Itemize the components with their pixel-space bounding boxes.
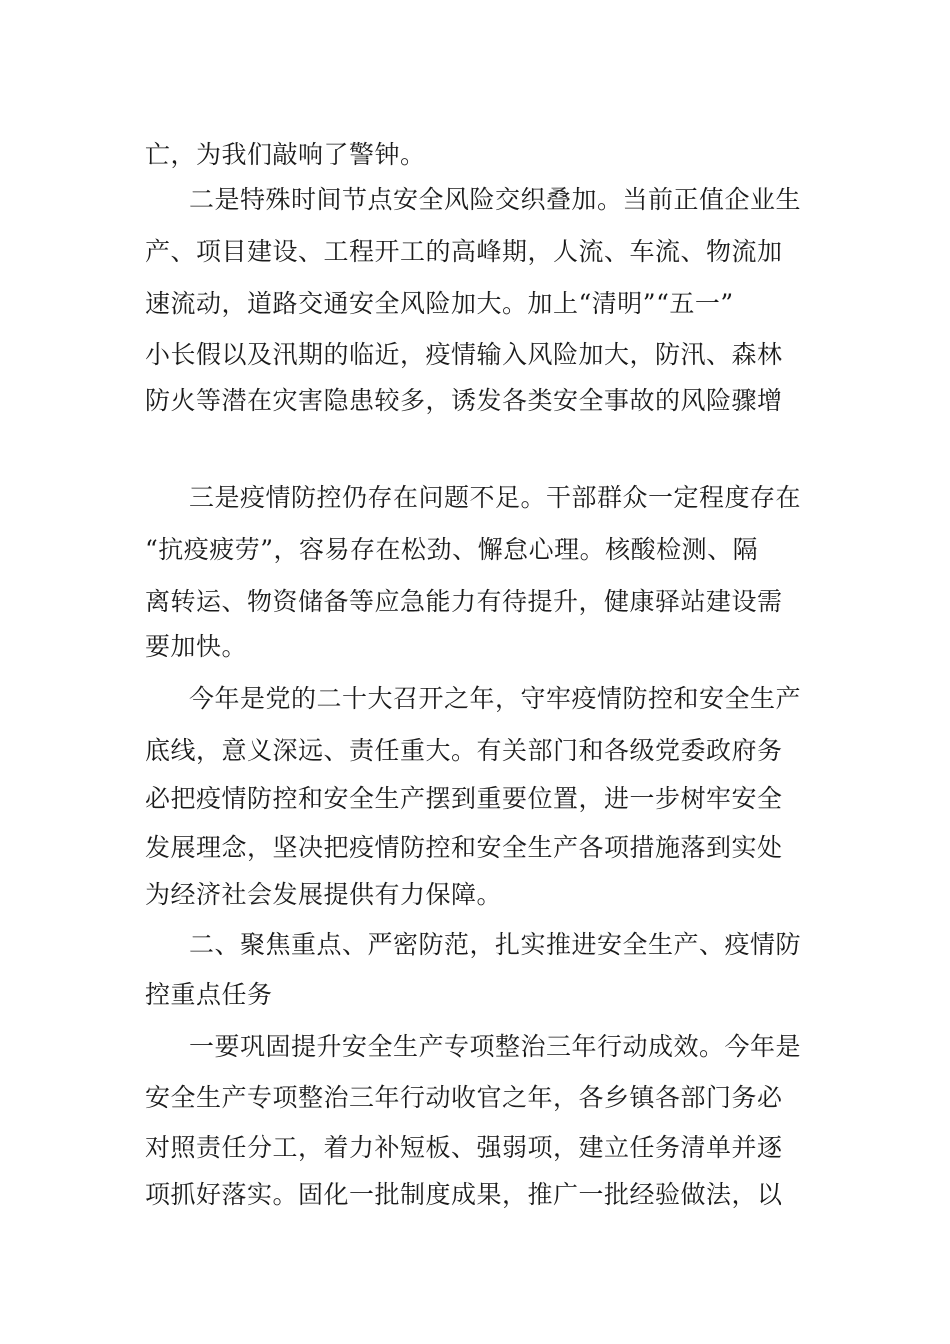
text-line: 项抓好落实。固化一批制度成果，推广一批经验做法，以: [145, 1180, 783, 1209]
text-line: 产、项目建设、工程开工的高峰期，人流、车流、物流加: [145, 237, 783, 266]
text-line: 二、聚焦重点、严密防范，扎实推进安全生产、疫情防: [189, 930, 802, 959]
text-line: 亡，为我们敲响了警钟。: [145, 140, 426, 169]
text-line: 发展理念，坚决把疫情防控和安全生产各项措施落到实处: [145, 833, 783, 862]
text-line: 离转运、物资储备等应急能力有待提升，健康驿站建设需: [145, 587, 783, 616]
text-line: 一要巩固提升安全生产专项整治三年行动成效。今年是: [189, 1032, 802, 1061]
text-line: 今年是党的二十大召开之年，守牢疫情防控和安全生产: [189, 684, 802, 713]
text-line: 小长假以及汛期的临近，疫情输入风险加大，防汛、森林: [145, 340, 783, 369]
text-line: 为经济社会发展提供有力保障。: [145, 880, 503, 909]
text-line: 对照责任分工，着力补短板、强弱项，建立任务清单并逐: [145, 1133, 783, 1162]
text-line: 控重点任务: [145, 980, 273, 1009]
text-line: 二是特殊时间节点安全风险交织叠加。当前正值企业生: [189, 185, 802, 214]
text-line: 必把疫情防控和安全生产摆到重要位置，进一步树牢安全: [145, 784, 783, 813]
text-line: “抗疫疲劳”，容易存在松劲、懈怠心理。核酸检测、隔: [145, 535, 759, 564]
text-line: 要加快。: [145, 632, 248, 661]
text-line: 速流动，道路交通安全风险加大。加上“清明”“五一”: [145, 289, 734, 318]
text-line: 安全生产专项整治三年行动收官之年，各乡镇各部门务必: [145, 1083, 783, 1112]
text-line: 三是疫情防控仍存在问题不足。干部群众一定程度存在: [189, 483, 802, 512]
text-line: 防火等潜在灾害隐患较多，诱发各类安全事故的风险骤增: [145, 386, 783, 415]
text-line: 底线，意义深远、责任重大。有关部门和各级党委政府务: [145, 736, 783, 765]
